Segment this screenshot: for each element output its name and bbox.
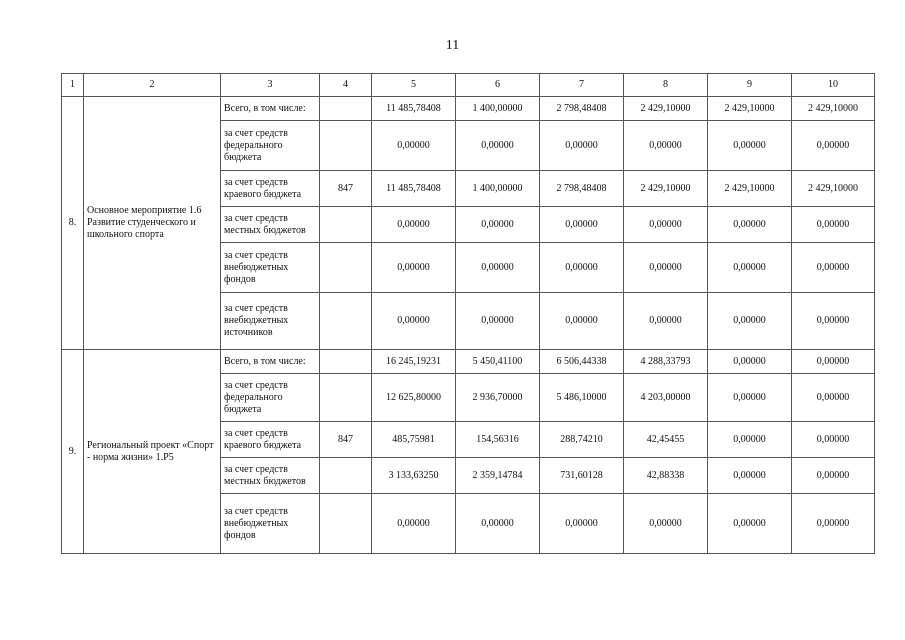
amount-cell: 0,00000 (792, 293, 875, 350)
amount-cell: 0,00000 (624, 243, 708, 293)
row-number: 9. (62, 350, 84, 554)
amount-cell: 6 506,44338 (540, 350, 624, 374)
amount-cell: 0,00000 (540, 494, 624, 554)
amount-cell: 12 625,80000 (372, 374, 456, 422)
funding-source-label: за счет средств федерального бюджета (221, 374, 320, 422)
column-header: 3 (221, 74, 320, 97)
amount-cell: 0,00000 (456, 207, 540, 243)
activity-name: Региональный проект «Спорт - норма жизни» 1.P5 (84, 350, 221, 554)
amount-cell: 0,00000 (372, 243, 456, 293)
amount-cell: 2 798,48408 (540, 97, 624, 121)
funding-source-label: за счет средств краевого бюджета (221, 171, 320, 207)
amount-cell: 0,00000 (540, 293, 624, 350)
column-header: 10 (792, 74, 875, 97)
amount-cell: 3 133,63250 (372, 458, 456, 494)
amount-cell: 0,00000 (708, 121, 792, 171)
amount-cell: 0,00000 (792, 207, 875, 243)
amount-cell: 0,00000 (708, 293, 792, 350)
column-header: 9 (708, 74, 792, 97)
column-header: 2 (84, 74, 221, 97)
amount-cell: 0,00000 (456, 243, 540, 293)
amount-cell: 288,74210 (540, 422, 624, 458)
amount-cell: 0,00000 (792, 121, 875, 171)
amount-cell: 0,00000 (708, 422, 792, 458)
funding-source-label: Всего, в том числе: (221, 350, 320, 374)
funding-source-label: за счет средств краевого бюджета (221, 422, 320, 458)
amount-cell: 2 429,10000 (708, 97, 792, 121)
funding-source-label: за счет средств местных бюджетов (221, 458, 320, 494)
activity-name: Основное мероприятие 1.6 Развитие студенческого и школьного спорта (84, 97, 221, 350)
amount-cell: 5 486,10000 (540, 374, 624, 422)
amount-cell: 0,00000 (456, 293, 540, 350)
amount-cell: 0,00000 (456, 494, 540, 554)
code-cell (320, 350, 372, 374)
amount-cell: 2 936,70000 (456, 374, 540, 422)
column-header: 4 (320, 74, 372, 97)
amount-cell: 0,00000 (456, 121, 540, 171)
funding-source-label: за счет средств внебюджетных источников (221, 293, 320, 350)
table-row (62, 97, 875, 121)
amount-cell: 2 429,10000 (792, 97, 875, 121)
amount-cell: 16 245,19231 (372, 350, 456, 374)
amount-cell: 0,00000 (624, 207, 708, 243)
funding-source-label: за счет средств местных бюджетов (221, 207, 320, 243)
header-row (62, 74, 875, 97)
amount-cell: 0,00000 (372, 121, 456, 171)
column-header: 5 (372, 74, 456, 97)
funding-source-label: за счет средств федерального бюджета (221, 121, 320, 171)
amount-cell: 0,00000 (792, 374, 875, 422)
column-header: 1 (62, 74, 84, 97)
amount-cell: 2 429,10000 (792, 171, 875, 207)
amount-cell: 0,00000 (708, 207, 792, 243)
page-number: 11 (445, 38, 460, 53)
amount-cell: 4 203,00000 (624, 374, 708, 422)
code-cell (320, 97, 372, 121)
amount-cell: 42,88338 (624, 458, 708, 494)
amount-cell: 0,00000 (708, 458, 792, 494)
amount-cell: 4 288,33793 (624, 350, 708, 374)
amount-cell: 1 400,00000 (456, 97, 540, 121)
amount-cell: 2 429,10000 (624, 171, 708, 207)
funding-source-label: за счет средств внебюджетных фондов (221, 494, 320, 554)
amount-cell: 0,00000 (708, 494, 792, 554)
code-cell: 847 (320, 422, 372, 458)
code-cell (320, 293, 372, 350)
amount-cell: 1 400,00000 (456, 171, 540, 207)
amount-cell: 0,00000 (624, 494, 708, 554)
amount-cell: 0,00000 (540, 207, 624, 243)
column-header: 8 (624, 74, 708, 97)
amount-cell: 0,00000 (708, 243, 792, 293)
amount-cell: 0,00000 (792, 458, 875, 494)
code-cell (320, 458, 372, 494)
budget-table (61, 73, 875, 554)
amount-cell: 11 485,78408 (372, 97, 456, 121)
amount-cell: 0,00000 (792, 422, 875, 458)
funding-source-label: за счет средств внебюджетных фондов (221, 243, 320, 293)
column-header: 6 (456, 74, 540, 97)
amount-cell: 2 429,10000 (708, 171, 792, 207)
amount-cell: 11 485,78408 (372, 171, 456, 207)
amount-cell: 2 359,14784 (456, 458, 540, 494)
amount-cell: 42,45455 (624, 422, 708, 458)
code-cell (320, 374, 372, 422)
amount-cell: 0,00000 (540, 243, 624, 293)
amount-cell: 0,00000 (792, 350, 875, 374)
amount-cell: 0,00000 (708, 374, 792, 422)
amount-cell: 0,00000 (372, 207, 456, 243)
column-header: 7 (540, 74, 624, 97)
code-cell (320, 494, 372, 554)
amount-cell: 731,60128 (540, 458, 624, 494)
amount-cell: 2 798,48408 (540, 171, 624, 207)
code-cell (320, 121, 372, 171)
funding-source-label: Всего, в том числе: (221, 97, 320, 121)
amount-cell: 0,00000 (540, 121, 624, 171)
amount-cell: 0,00000 (792, 243, 875, 293)
amount-cell: 5 450,41100 (456, 350, 540, 374)
code-cell (320, 243, 372, 293)
amount-cell: 2 429,10000 (624, 97, 708, 121)
row-number: 8. (62, 97, 84, 350)
code-cell (320, 207, 372, 243)
amount-cell: 0,00000 (624, 121, 708, 171)
amount-cell: 0,00000 (372, 494, 456, 554)
table-row (62, 350, 875, 374)
amount-cell: 154,56316 (456, 422, 540, 458)
amount-cell: 0,00000 (708, 350, 792, 374)
code-cell: 847 (320, 171, 372, 207)
amount-cell: 485,75981 (372, 422, 456, 458)
amount-cell: 0,00000 (624, 293, 708, 350)
amount-cell: 0,00000 (792, 494, 875, 554)
amount-cell: 0,00000 (372, 293, 456, 350)
